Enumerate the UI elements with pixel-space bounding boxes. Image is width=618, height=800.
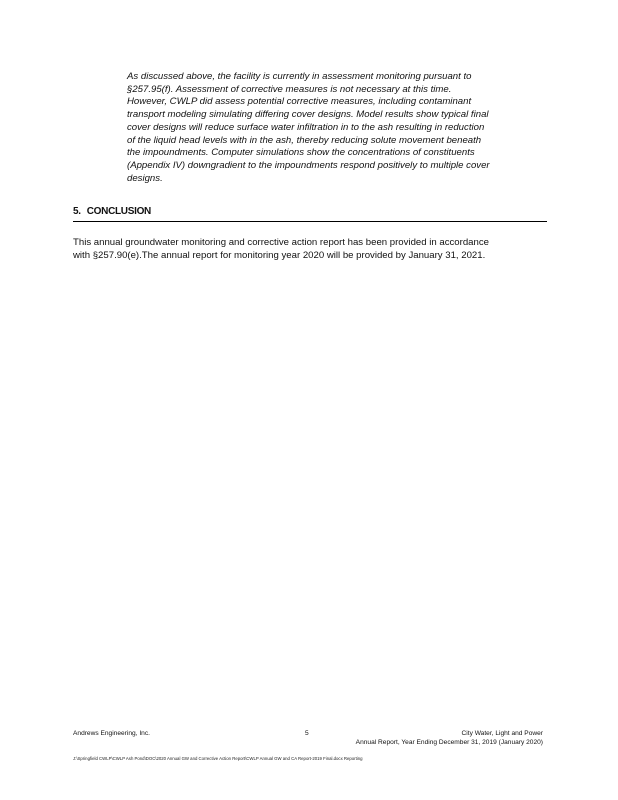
section-title: CONCLUSION — [86, 206, 151, 217]
file-path: J:\Springfield CWLP\CWLP Ash Pond\DOC\2020 Annual GW and Corrective Action Report\CWLP Annual GW and CA Report-2019 Final.docx Reporting — [73, 756, 363, 761]
page-number: 5 — [305, 730, 309, 737]
assessment-paragraph: As discussed above, the facility is currently in assessment monitoring pursuant to §257.95(f). Assessment of corrective measures is not necessary at this time. However, CWLP did assess potential corrective measures, including contaminant transport modeling simulating differing cover designs. Model results show typical final cover designs will reduce surface water infiltration in to the ash resulting in reduction of the liquid head levels with in the ash, thereby reducing solute movement beneath the impoundments. Computer simulations show the concentrations of constituents (Appendix IV) downgradient to the impoundments respond positively to multiple cover designs. — [127, 71, 490, 184]
section-number: 5. — [73, 206, 81, 217]
footer-company: Andrews Engineering, Inc. — [73, 730, 150, 737]
section-heading — [73, 206, 547, 222]
footer-report-title: City Water, Light and Power Annual Report, Year Ending December 31, 2019 (January 2020) — [355, 730, 543, 746]
conclusion-paragraph: This annual groundwater monitoring and corrective action report has been provided in accordance with §257.90(e).The annual report for monitoring year 2020 will be provided by January 31, 2021. — [73, 237, 489, 261]
